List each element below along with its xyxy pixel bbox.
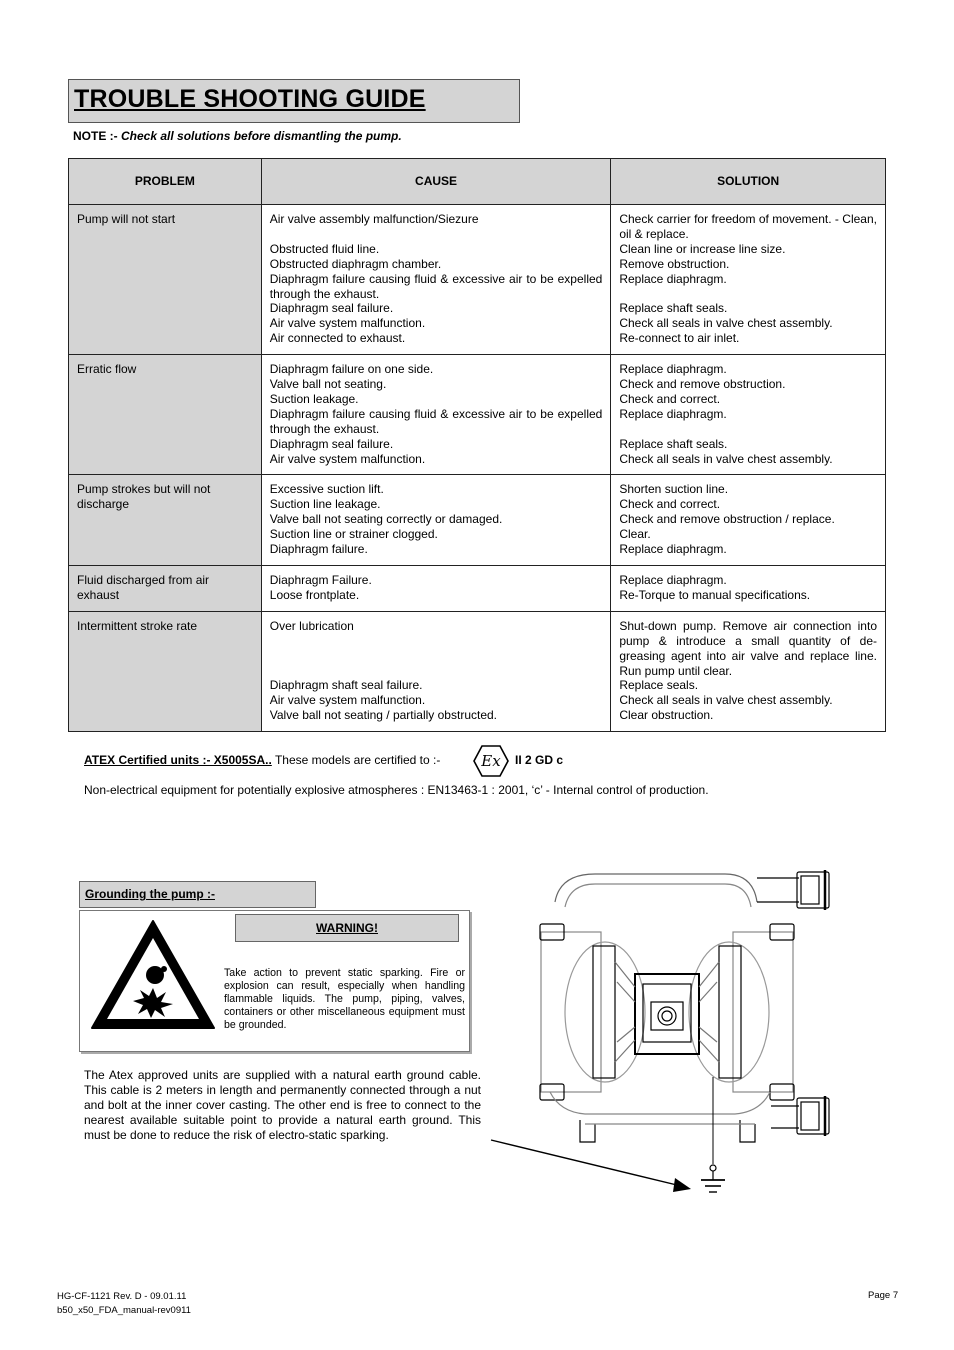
grounding-description: The Atex approved units are supplied with a natural earth ground cable. This cable is 2 meters in length and permanently connected through a nut and bolt at the inner cover casting. The other end is free to connect to the nearest available suitable point to provide a natural earth ground. This must be done to reduce the risk of electro-static sparking. (84, 1068, 481, 1142)
cause-line: Diaphragm failure on one side. (269, 362, 434, 377)
cause-line: Loose frontplate. (269, 587, 360, 602)
cause-line: Over lubrication (269, 618, 354, 633)
table-row (69, 355, 886, 475)
solution-line: Replace shaft seals. (619, 436, 728, 451)
solution-line: Check and remove obstruction / replace. (619, 512, 835, 527)
solution-line: Check carrier for freedom of movement. - Clean, oil & replace. (619, 212, 877, 241)
problem-cell: Intermittent stroke rate (69, 611, 262, 731)
warning-label: WARNING! (316, 921, 378, 935)
solution-line: Replace diaphragm. (619, 573, 727, 588)
solution-line: Replace diaphragm. (619, 406, 727, 421)
cause-line: Air valve system malfunction. (269, 451, 426, 466)
grounding-heading: Grounding the pump :- (85, 887, 215, 901)
table-row (69, 205, 886, 355)
note-label: NOTE :- (73, 129, 118, 143)
solution-line: Check all seals in valve chest assembly. (619, 693, 833, 708)
cause-line: Diaphragm seal failure. (269, 436, 394, 451)
solution-line: Re-connect to air inlet. (619, 331, 740, 346)
footer-page-number: Page 7 (868, 1290, 899, 1301)
table-row (69, 475, 886, 566)
atex-label: ATEX Certified units :- X5005SA.. (84, 753, 272, 767)
cause-line: Diaphragm seal failure. (269, 301, 394, 316)
solution-line (619, 287, 877, 302)
cause-cell (261, 205, 611, 355)
solution-line: Remove obstruction. (619, 256, 730, 271)
cause-line: Valve ball not seating / partially obstructed. (269, 708, 498, 723)
footer-doc-ref: HG-CF-1121 Rev. D - 09.01.11 (57, 1291, 187, 1302)
solution-line (619, 422, 877, 437)
problem-cell: Fluid discharged from air exhaust (69, 566, 262, 612)
footer-file-name: b50_x50_FDA_manual-rev0911 (57, 1305, 191, 1316)
cause-line (270, 227, 603, 242)
cause-line: Obstructed fluid line. (269, 241, 380, 256)
solution-line: Check all seals in valve chest assembly. (619, 451, 833, 466)
title-box (68, 79, 520, 123)
solution-line: Clean line or increase line size. (619, 241, 786, 256)
cause-cell (261, 611, 611, 731)
table-row (69, 566, 886, 612)
cause-line: Obstructed diaphragm chamber. (269, 256, 442, 271)
cause-line: Suction line or strainer clogged. (269, 527, 438, 542)
table-header-row (69, 159, 886, 205)
cause-line: Suction line leakage. (269, 497, 381, 512)
explosion-hazard-icon (89, 918, 217, 1032)
grounding-heading-box (79, 881, 316, 908)
table-body (69, 205, 886, 732)
problem-cell: Pump will not start (69, 205, 262, 355)
cause-line: Excessive suction lift. (269, 482, 384, 497)
solution-cell (611, 566, 886, 612)
column-header-cause: CAUSE (261, 159, 611, 205)
warning-label-box (235, 914, 459, 942)
solution-cell (611, 355, 886, 475)
cause-line: Air valve assembly malfunction/Siezure (269, 212, 479, 226)
cause-cell (261, 475, 611, 566)
cause-line: Suction leakage. (269, 391, 359, 406)
solution-line: Check and correct. (619, 391, 721, 406)
footer-left (57, 1290, 191, 1318)
solution-line: Clear obstruction. (619, 708, 714, 723)
warning-text: Take action to prevent static sparking. Fire or explosion can result, especially when handling flammable liquids. The pump, piping, valves, containers or other miscellaneous equipment must be grounded. (224, 967, 465, 1031)
problem-cell: Erratic flow (69, 355, 262, 475)
solution-line: Replace diaphragm. (619, 271, 727, 286)
note (73, 129, 402, 143)
cause-cell (261, 566, 611, 612)
solution-line: Check all seals in valve chest assembly. (619, 316, 833, 331)
cause-line (270, 664, 603, 679)
atex-text: These models are certified to :- (271, 753, 441, 767)
cause-line: Diaphragm shaft seal failure. (269, 678, 423, 693)
pump-grounding-diagram (485, 862, 845, 1202)
cause-line: Diaphragm failure causing fluid & excessive air to be expelled through the exhaust. (269, 271, 603, 301)
cause-line: Valve ball not seating. (269, 377, 387, 392)
table-row (69, 611, 886, 731)
cause-line: Diaphragm failure causing fluid & excessive air to be expelled through the exhaust. (269, 406, 603, 436)
solution-line: Re-Torque to manual specifications. (619, 587, 811, 602)
cause-line (270, 634, 603, 649)
solution-line: Replace seals. (619, 678, 699, 693)
cause-line: Air valve system malfunction. (269, 316, 426, 331)
solution-line: Replace diaphragm. (619, 542, 727, 557)
column-header-problem: PROBLEM (69, 159, 262, 205)
cause-line: Air valve system malfunction. (269, 693, 426, 708)
non-electrical-statement: Non-electrical equipment for potentially explosive atmospheres : EN13463-1 : 2001, ‘c’ - Internal control of production. (84, 783, 709, 797)
column-header-solution: SOLUTION (611, 159, 886, 205)
solution-line: Replace shaft seals. (619, 301, 728, 316)
page-title: TROUBLE SHOOTING GUIDE (74, 85, 426, 113)
solution-line: Replace diaphragm. (619, 362, 727, 377)
solution-line: Shorten suction line. (619, 482, 729, 497)
solution-cell (611, 205, 886, 355)
note-text: Check all solutions before dismantling the pump. (121, 129, 402, 143)
solution-line: Check and remove obstruction. (619, 377, 786, 392)
ex-symbol-text: Ex (481, 752, 501, 770)
ex-hexagon-icon (472, 744, 510, 778)
cause-line: Diaphragm failure. (269, 542, 368, 557)
solution-line: Shut-down pump. Remove air connection into pump & introduce a small quantity of de-greasing agent into air valve and replace line. Run pump until clear. (619, 618, 877, 678)
cause-line: Air connected to exhaust. (269, 331, 406, 346)
solution-line: Check and correct. (619, 497, 721, 512)
atex-mark: II 2 GD c (515, 753, 564, 767)
solution-cell (611, 475, 886, 566)
cause-line: Diaphragm Failure. (269, 573, 372, 588)
problem-cell: Pump strokes but will not discharge (69, 475, 262, 566)
solution-line: Clear. (619, 527, 651, 542)
trouble-shooting-table (68, 158, 886, 732)
atex-statement (84, 753, 440, 767)
cause-line: Valve ball not seating correctly or damaged. (269, 512, 503, 527)
cause-line (270, 649, 603, 664)
cause-cell (261, 355, 611, 475)
solution-cell (611, 611, 886, 731)
